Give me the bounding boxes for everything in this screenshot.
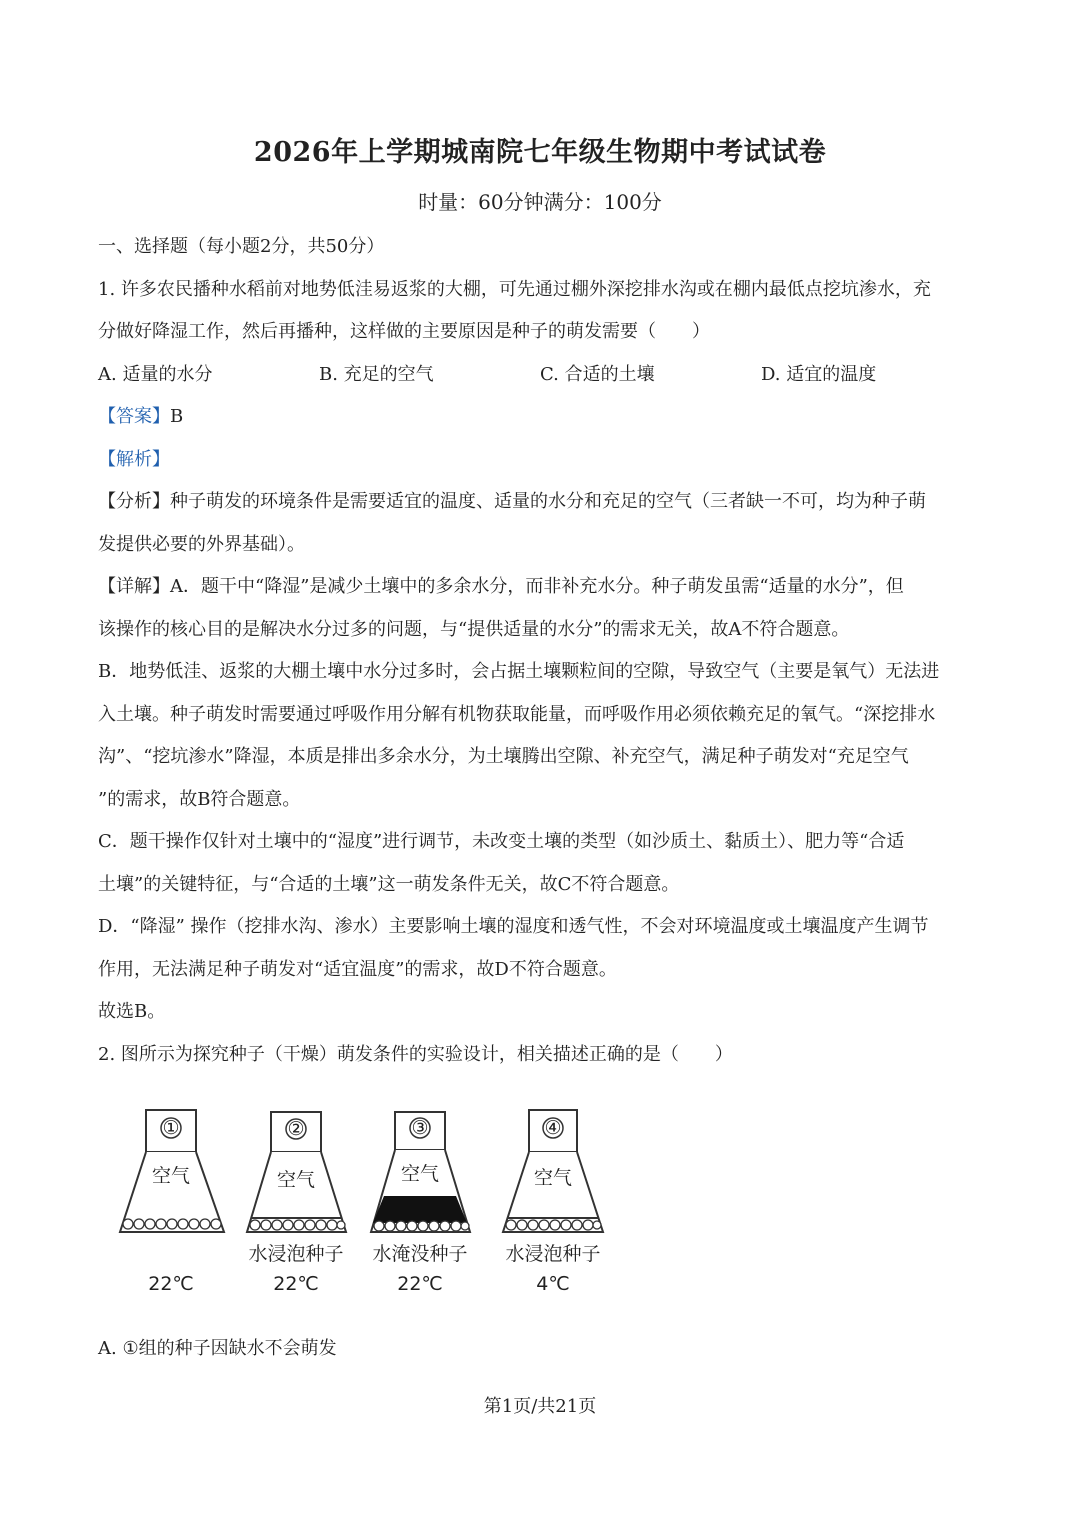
flask-temperature: 22℃ <box>273 1273 319 1295</box>
exam-info: 时量：60分钟满分：100分 <box>418 190 662 214</box>
answer-label: 【答案】 <box>98 406 170 427</box>
q2-option-a: A. ①组的种子因缺水不会萌发 <box>98 1338 337 1359</box>
q1-analysis-line: 【详解】A．题干中“降湿”是减少土壤中的多余水分，而非补充水分。种子萌发虽需“适量的水分”，但 <box>98 576 904 597</box>
section-heading: 一、选择题（每小题2分，共50分） <box>98 236 385 257</box>
q1-options <box>98 354 988 397</box>
q1-analysis-line: 作用，无法满足种子萌发对“适宜温度”的需求，故D不符合题意。 <box>98 958 617 980</box>
flask-air-label: 空气 <box>533 1167 573 1189</box>
flask-2 <box>247 1112 346 1295</box>
exam-content <box>98 226 988 1371</box>
q2-stem: 2. 图所示为探究种子（干燥）萌发条件的实验设计，相关描述正确的是（ ） <box>98 1043 733 1065</box>
flask-4 <box>503 1110 603 1295</box>
flask-air-label: 空气 <box>400 1163 440 1185</box>
q1-option-d: D. 适宜的温度 <box>761 363 877 385</box>
q1-answer <box>98 396 988 439</box>
q1-analysis-line: 入土壤。种子萌发时需要通过呼吸作用分解有机物获取能量，而呼吸作用必须依赖充足的氧气。“深挖排水 <box>98 703 936 725</box>
flask-condition: 水浸泡种子 <box>505 1243 601 1265</box>
flask-number: ② <box>287 1118 305 1140</box>
flask-number: ③ <box>411 1117 429 1139</box>
q1-option-c: C. 合适的土壤 <box>540 363 655 385</box>
flask-1 <box>120 1110 224 1295</box>
q1-analysis-line: D．“降湿” 操作（挖排水沟、渗水）主要影响土壤的湿度和透气性，不会对环境温度或土壤温度产生调节 <box>98 916 929 937</box>
q1-analysis-line: 发提供必要的外界基础）。 <box>98 533 305 555</box>
q1-analysis-line: ”的需求，故B符合题意。 <box>98 788 301 810</box>
flask-temperature: 4℃ <box>536 1273 570 1295</box>
q1-conclusion: 故选B。 <box>98 1001 166 1022</box>
page-footer: 第1页/共21页 <box>483 1396 597 1417</box>
flask-air-label: 空气 <box>276 1169 316 1191</box>
flask-condition: 水浸泡种子 <box>248 1243 344 1265</box>
flask-temperature: 22℃ <box>397 1273 443 1295</box>
q1-analysis-line: B．地势低洼、返浆的大棚土壤中水分过多时，会占据土壤颗粒间的空隙，导致空气（主要是氧气）无法进 <box>98 661 940 682</box>
q1-option-a: A. 适量的水分 <box>98 363 213 385</box>
page-title: 2026年上学期城南院七年级生物期中考试试卷 <box>253 137 827 168</box>
flask-temperature: 22℃ <box>148 1273 194 1295</box>
flask-air-label: 空气 <box>151 1165 191 1187</box>
flask-condition: 水淹没种子 <box>372 1243 468 1265</box>
q1-analysis-line: 该操作的核心目的是解决水分过多的问题，与“提供适量的水分”的需求无关，故A不符合题意。 <box>98 618 850 640</box>
q1-analysis-line: 【分析】种子萌发的环境条件是需要适宜的温度、适量的水分和充足的空气（三者缺一不可，均为种子萌 <box>98 491 926 512</box>
q1-analysis-line: 土壤”的关键特征，与“合适的土壤”这一萌发条件无关，故C不符合题意。 <box>98 873 680 895</box>
q1-stem-line: 分做好降湿工作，然后再播种，这样做的主要原因是种子的萌发需要（ ） <box>98 321 710 342</box>
flask-number: ④ <box>544 1117 562 1139</box>
experiment-figure <box>108 1100 618 1310</box>
flask-diagram <box>108 1100 618 1310</box>
flask-3 <box>371 1112 470 1295</box>
q1-stem-line: 1. 许多农民播种水稻前对地势低洼易返浆的大棚，可先通过棚外深挖排水沟或在棚内最低点挖坑渗水，充 <box>98 278 931 300</box>
answer-value: B <box>170 406 184 427</box>
q1-analysis-line: 沟”、“挖坑渗水”降湿，本质是排出多余水分，为土壤腾出空隙、补充空气，满足种子萌发对“充足空气 <box>98 746 909 767</box>
flask-number: ① <box>162 1117 180 1139</box>
q1-analysis-line: C．题干操作仅针对土壤中的“湿度”进行调节，未改变土壤的类型（如沙质土、黏质土）、肥力等“合适 <box>98 831 905 852</box>
q1-option-b: B. 充足的空气 <box>319 363 434 385</box>
analysis-label: 【解析】 <box>98 448 170 470</box>
